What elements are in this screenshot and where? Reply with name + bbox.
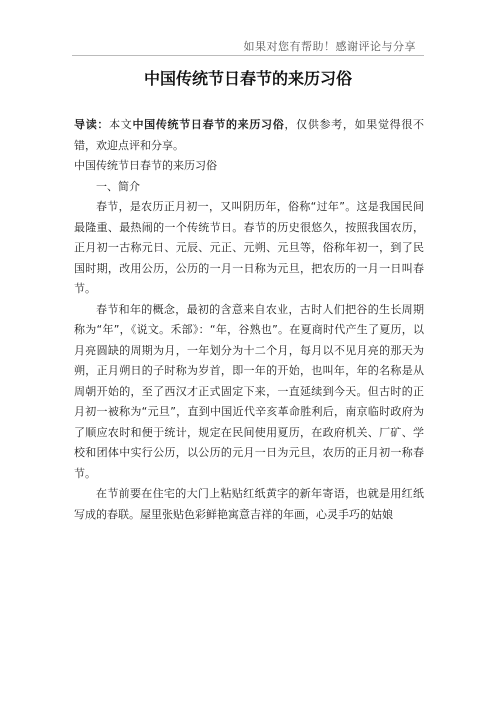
- body-paragraph: 春节和年的概念，最初的含意来自农业，古时人们把谷的生长周期称为“年”，《说文。禾部》：“年，谷熟也”。在夏商时代产生了夏历，以月亮圆缺的周期为月，一年划分为十二个月，每月以不见月亮的那天为朔，正月朔日的子时称为岁首，即一年的开始，也叫年，年的名称是从周朝开始的，至了西汉才正式固定下来，一直延续到今天。但古时的正月初一被称为“元旦”，直到中国近代辛亥革命胜利后，南京临时政府为了顺应农时和便于统计，规定在民间使用夏历，在政府机关、厂矿、学校和团体中实行公历，以公历的元月一日为元旦，农历的正月初一称春节。: [74, 302, 424, 480]
- page-title: 中国传统节日春节的来历习俗: [143, 69, 352, 88]
- header-note: 如果对您有帮助！感谢评论与分享: [243, 40, 416, 53]
- body-paragraph: 春节，是农历正月初一，又叫阴历年，俗称“过年”。这是我国民间最隆重、最热闹的一个传统节日。春节的历史很悠久，按照我国农历，正月初一古称元日、元辰、元正、元朔、元旦等，俗称年初一，到了民国时期，改用公历，公历的一月一日称为元旦，把农历的一月一日叫春节。: [74, 200, 424, 295]
- section-heading: 一、简介: [96, 179, 140, 193]
- subtitle: 中国传统节日春节的来历习俗: [74, 159, 217, 172]
- lead-label: 导读：: [74, 118, 110, 131]
- header-divider: [72, 55, 424, 56]
- lead-paragraph: [74, 115, 424, 156]
- lead-suffix: ，仅供参考，如果觉得很不错，欢迎点评和分享。: [74, 118, 425, 152]
- document-body: [74, 115, 424, 525]
- lead-bold-title: 中国传统节日春节的来历习俗: [132, 118, 285, 131]
- lead-prefix: 本文: [109, 118, 133, 131]
- body-paragraph: 在节前要在住宅的大门上粘贴红纸黄字的新年寄语，也就是用红纸写成的春联。屋里张贴色彩鲜艳寓意吉祥的年画，心灵手巧的姑娘: [74, 487, 424, 521]
